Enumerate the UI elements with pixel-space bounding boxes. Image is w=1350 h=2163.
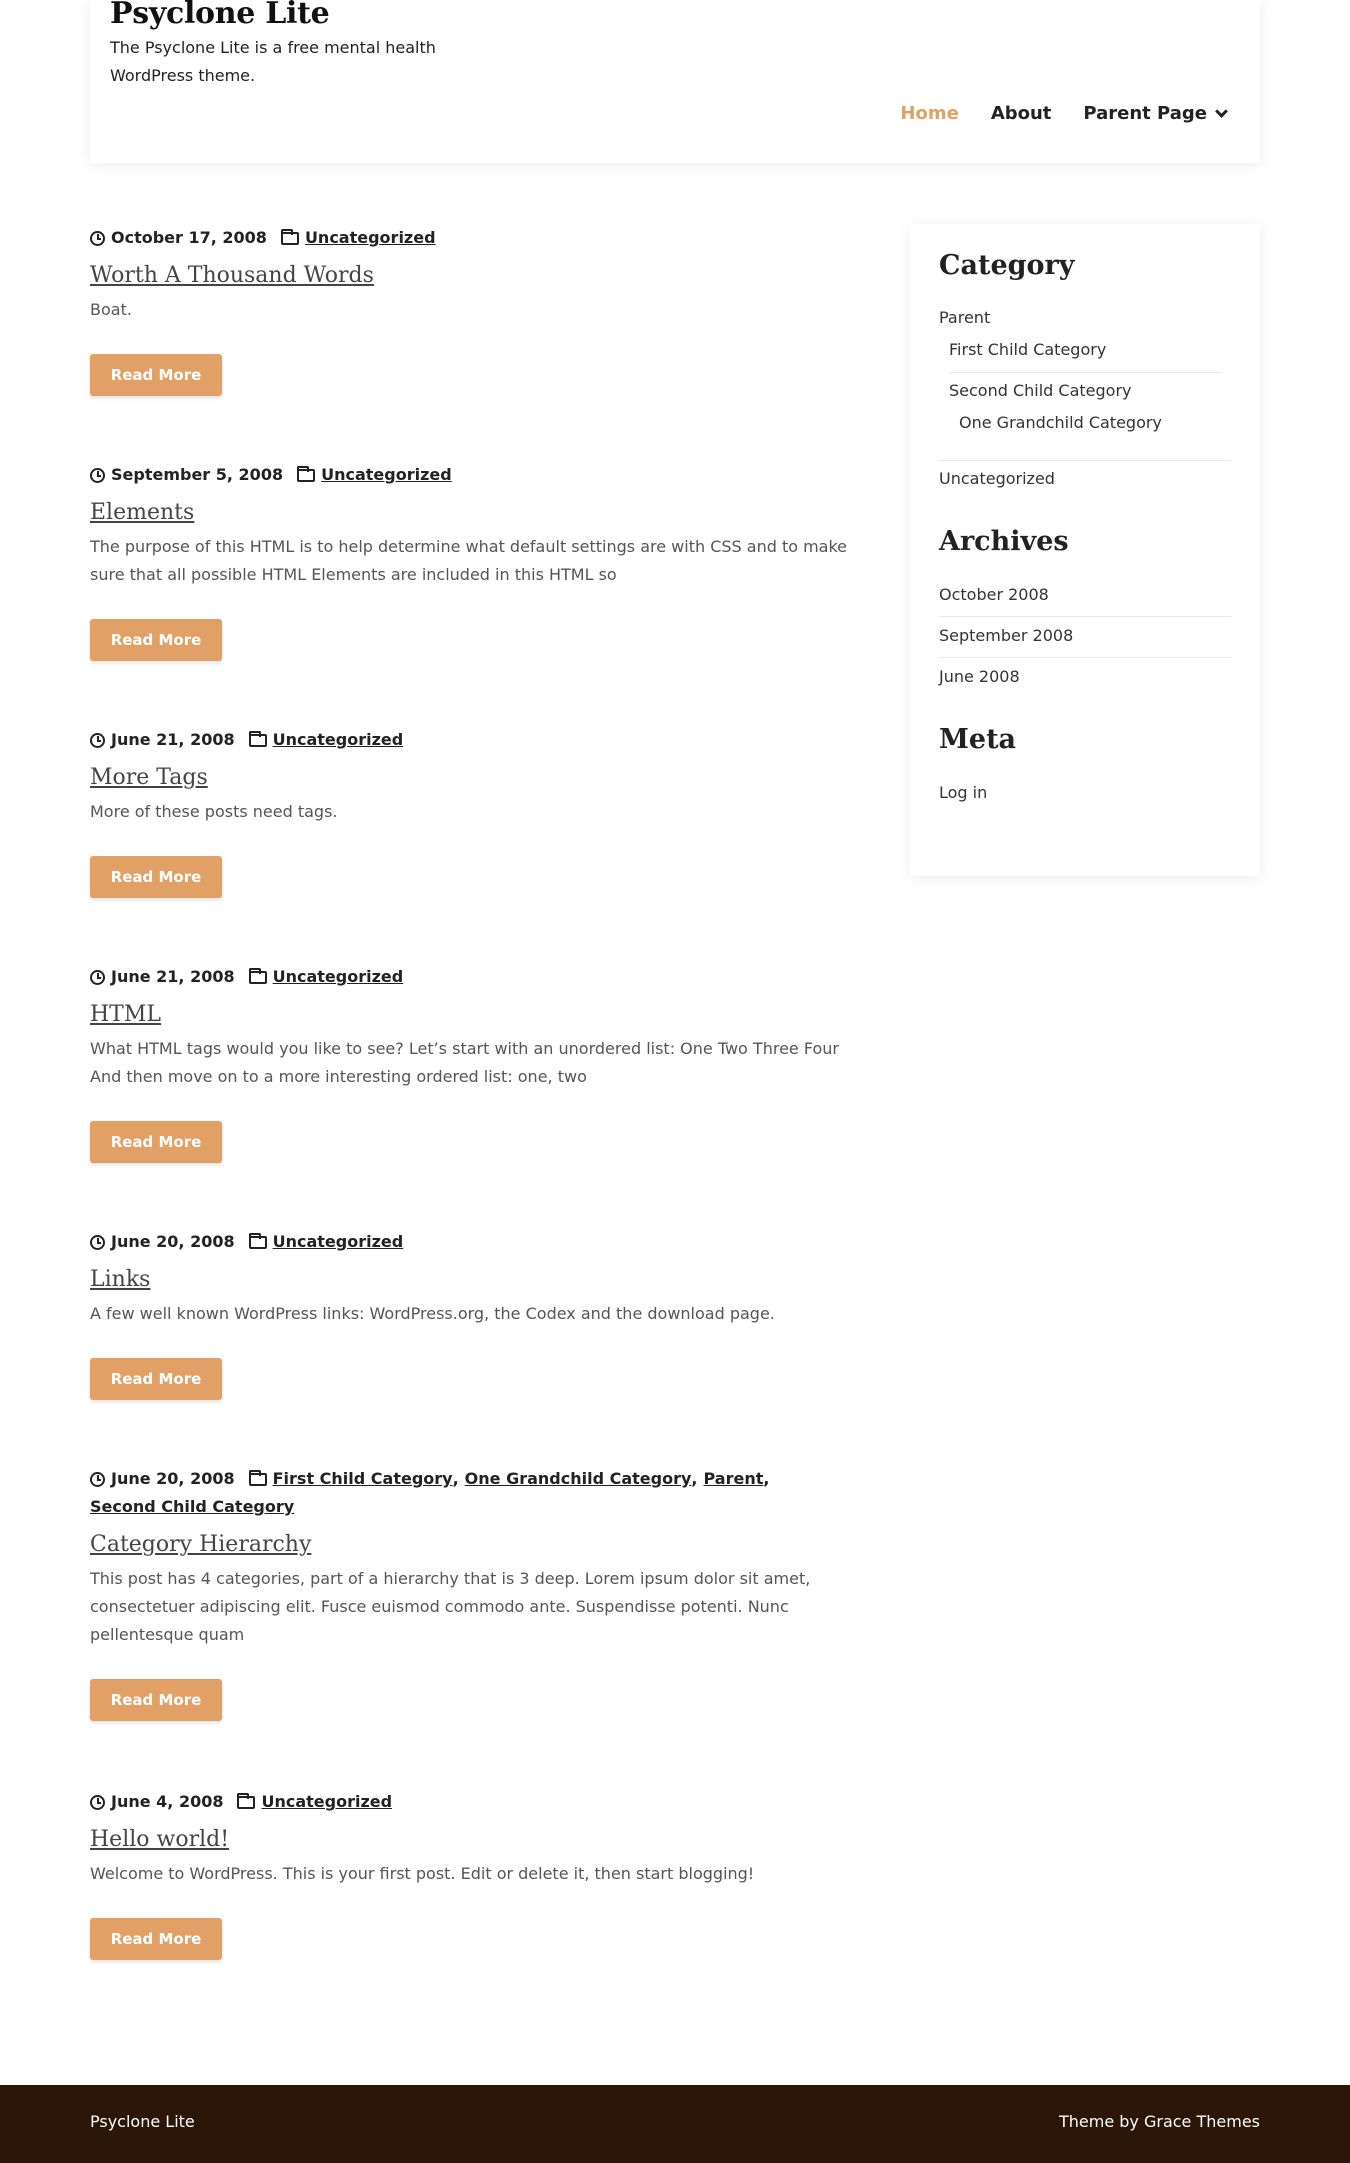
post-title[interactable]: Links bbox=[90, 1267, 151, 1292]
post-title[interactable]: Worth A Thousand Words bbox=[90, 263, 374, 288]
post-title[interactable]: Category Hierarchy bbox=[90, 1532, 312, 1557]
divider bbox=[939, 460, 1231, 461]
clock-icon bbox=[90, 231, 105, 246]
post-category-link[interactable]: Uncategorized bbox=[321, 465, 452, 484]
nav-item-about[interactable] bbox=[991, 103, 1052, 124]
post-item bbox=[90, 726, 860, 898]
clock-icon bbox=[90, 970, 105, 985]
post-excerpt: What HTML tags would you like to see? Let’s start with an unordered list: One Two Three Four And then move on to a more interesting ordered list: one, two bbox=[90, 1039, 839, 1086]
post-excerpt: Boat. bbox=[90, 300, 132, 319]
post-meta bbox=[90, 461, 860, 489]
post-meta: June 20, 2008 First Child Category , One Grandchild Category , Parent , Second Child Category bbox=[90, 1465, 860, 1521]
post-excerpt: A few well known WordPress links: WordPress.org, the Codex and the download page. bbox=[90, 1304, 775, 1323]
post-meta bbox=[90, 1228, 860, 1256]
nav-item-label: Parent Page bbox=[1083, 103, 1207, 124]
post-category-link[interactable]: Uncategorized bbox=[261, 1792, 393, 1811]
sidebar-category-second-child[interactable]: Second Child Category bbox=[949, 381, 1132, 400]
folder-icon bbox=[297, 469, 315, 482]
post-date: October 17, 2008 bbox=[111, 228, 267, 247]
site-title[interactable]: Psyclone Lite bbox=[110, 0, 330, 31]
post-meta bbox=[90, 726, 860, 754]
clock-icon bbox=[90, 733, 105, 748]
post-excerpt: More of these posts need tags. bbox=[90, 802, 338, 821]
clock-icon bbox=[90, 1235, 105, 1250]
folder-icon bbox=[249, 971, 267, 984]
sidebar-category-first-child[interactable]: First Child Category bbox=[949, 340, 1107, 359]
footer-credit: Theme by Grace Themes bbox=[1058, 2112, 1260, 2131]
divider bbox=[939, 616, 1231, 617]
read-more-button[interactable]: Read More bbox=[90, 856, 222, 898]
post-meta bbox=[90, 963, 860, 991]
sidebar-archive-item[interactable]: October 2008 bbox=[939, 585, 1049, 604]
post-excerpt: Welcome to WordPress. This is your first post. Edit or delete it, then start blogging! bbox=[90, 1864, 755, 1883]
post-date: June 21, 2008 bbox=[111, 967, 235, 986]
folder-icon bbox=[281, 232, 299, 245]
nav-item-label: Home bbox=[900, 103, 959, 124]
read-more-button[interactable]: Read More bbox=[90, 354, 222, 396]
post-category-link[interactable]: Second Child Category bbox=[90, 1497, 295, 1516]
nav-item-label: About bbox=[990, 103, 1052, 124]
divider bbox=[949, 372, 1221, 373]
folder-icon bbox=[237, 1796, 255, 1809]
folder-icon bbox=[249, 1236, 267, 1249]
sidebar-archive-item[interactable]: September 2008 bbox=[939, 626, 1074, 645]
chevron-down-icon bbox=[1215, 105, 1228, 118]
sidebar-archive-item[interactable]: June 2008 bbox=[939, 667, 1020, 686]
sidebar-category-uncategorized[interactable]: Uncategorized bbox=[939, 469, 1055, 488]
post-date: June 21, 2008 bbox=[111, 730, 235, 749]
archives-widget-title: Archives bbox=[939, 526, 1069, 557]
site-footer bbox=[0, 2085, 1350, 2163]
post-category-link[interactable]: Uncategorized bbox=[304, 228, 436, 247]
read-more-button[interactable]: Read More bbox=[90, 1679, 222, 1721]
post-date: June 20, 2008 bbox=[111, 1232, 235, 1251]
nav-item-home[interactable] bbox=[900, 103, 958, 124]
post-excerpt: The purpose of this HTML is to help determine what default settings are with CSS and to make sure that all possible HTML Elements are included in this HTML so bbox=[90, 537, 848, 584]
sidebar-category-grandchild[interactable]: One Grandchild Category bbox=[959, 413, 1162, 432]
post-category-link[interactable]: Uncategorized bbox=[272, 967, 404, 986]
clock-icon bbox=[90, 468, 105, 483]
folder-icon bbox=[249, 1473, 267, 1486]
post-date: June 20, 2008 bbox=[111, 1469, 235, 1488]
post-category-link[interactable]: Uncategorized bbox=[272, 730, 404, 749]
clock-icon bbox=[90, 1472, 105, 1487]
divider bbox=[939, 657, 1231, 658]
post-category-link[interactable]: Parent bbox=[703, 1469, 764, 1488]
post-meta bbox=[90, 224, 860, 252]
post-item bbox=[90, 1228, 860, 1400]
site-header bbox=[90, 0, 1260, 163]
sidebar-category-parent[interactable]: Parent bbox=[939, 308, 991, 327]
post-item bbox=[90, 224, 860, 396]
read-more-button[interactable]: Read More bbox=[90, 1918, 222, 1960]
post-item bbox=[90, 1465, 860, 1721]
post-item bbox=[90, 461, 860, 661]
post-title[interactable]: Hello world! bbox=[90, 1827, 230, 1852]
post-title[interactable]: HTML bbox=[90, 1002, 161, 1027]
clock-icon bbox=[90, 1795, 105, 1810]
post-item bbox=[90, 963, 860, 1163]
read-more-button[interactable]: Read More bbox=[90, 1121, 222, 1163]
post-title[interactable]: More Tags bbox=[90, 765, 208, 790]
footer-site-name[interactable]: Psyclone Lite bbox=[90, 2112, 195, 2131]
post-item bbox=[90, 1788, 860, 1960]
post-meta bbox=[90, 1788, 860, 1816]
meta-widget-title: Meta bbox=[939, 724, 1017, 755]
post-title[interactable]: Elements bbox=[90, 500, 195, 525]
post-category-link[interactable]: Uncategorized bbox=[272, 1232, 404, 1251]
post-category-link[interactable]: One Grandchild Category bbox=[464, 1469, 692, 1488]
category-widget-title: Category bbox=[939, 250, 1075, 281]
sidebar-login-link[interactable]: Log in bbox=[939, 783, 988, 802]
site-description: The Psyclone Lite is a free mental health WordPress theme. bbox=[110, 38, 436, 85]
folder-icon bbox=[249, 734, 267, 747]
sidebar bbox=[910, 224, 1260, 876]
read-more-button[interactable]: Read More bbox=[90, 619, 222, 661]
post-date: September 5, 2008 bbox=[111, 465, 284, 484]
read-more-button[interactable]: Read More bbox=[90, 1358, 222, 1400]
post-excerpt: This post has 4 categories, part of a hierarchy that is 3 deep. Lorem ipsum dolor sit amet, consectetuer adipiscing elit. Fusce euismod commodo ante. Suspendisse potenti. Nunc pellentesque quam bbox=[90, 1569, 811, 1644]
post-date: June 4, 2008 bbox=[111, 1792, 224, 1811]
main-navigation bbox=[900, 103, 1226, 124]
nav-item-parent-page[interactable] bbox=[1083, 103, 1226, 124]
post-category-link[interactable]: First Child Category bbox=[272, 1469, 453, 1488]
